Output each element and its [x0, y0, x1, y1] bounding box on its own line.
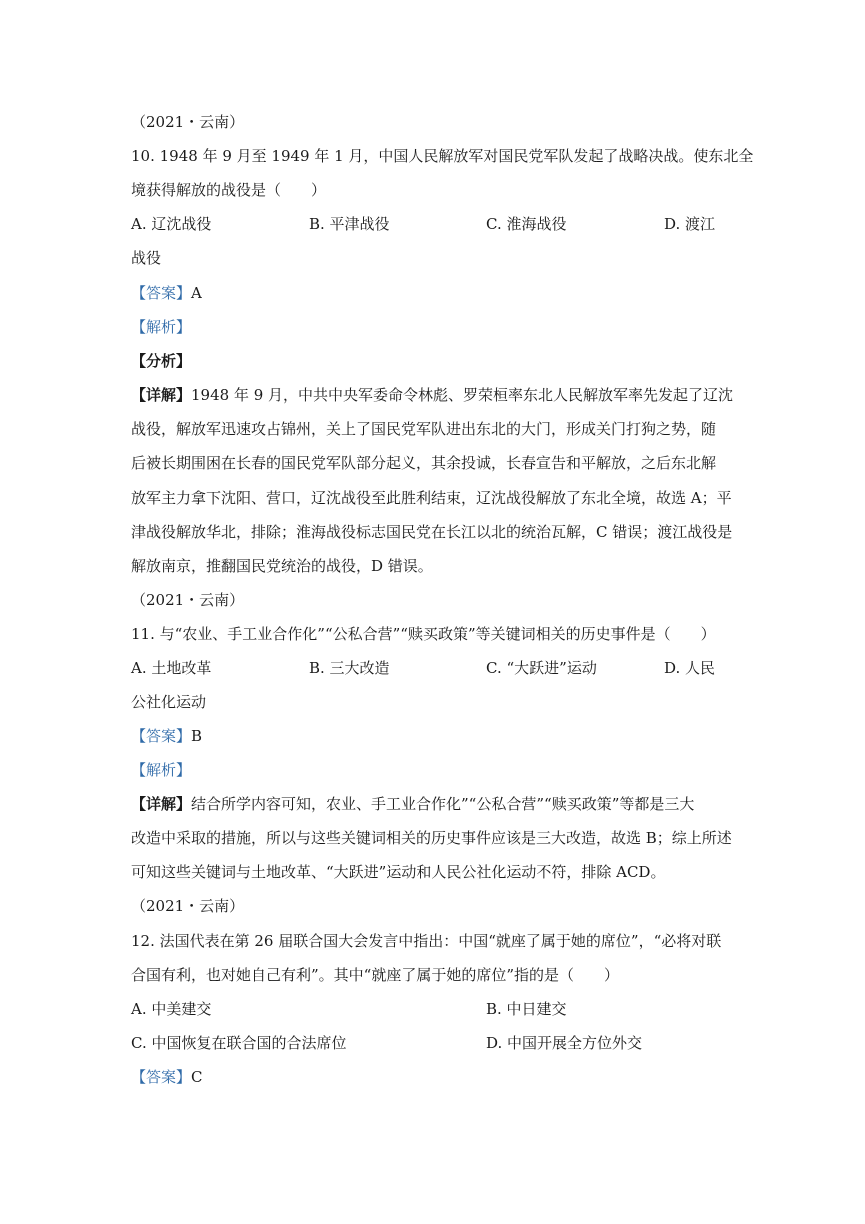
- q11-analysis-label: 【解析】: [131, 761, 192, 779]
- q10-detail-line-2: 战役，解放军迅速攻占锦州，关上了国民党军队进出东北的大门，形成关门打狗之势，随: [131, 420, 717, 438]
- q10-analysis-label: 【解析】: [131, 318, 192, 336]
- q10-source: （2021・云南）: [131, 113, 245, 131]
- detail-text: 结合所学内容可知，农业、手工业合作化”“公私合营”“赎买政策”等都是三大: [191, 795, 695, 813]
- q12-stem-line-2: 合国有利，也对她自己有利”。其中“就座了属于她的席位”指的是（ ）: [131, 966, 620, 984]
- answer-label: 【答案】: [131, 1068, 192, 1086]
- q10-stem-line-2: 境获得解放的战役是（ ）: [131, 181, 327, 199]
- detail-label: 【详解】: [131, 386, 192, 404]
- q10-detail-line-3: 后被长期围困在长春的国民党军队部分起义，其余投诚，长春宣告和平解放，之后东北解: [131, 454, 717, 472]
- q11-stem-line-1: 11. 与“农业、手工业合作化”“公私合营”“赎买政策”等关键词相关的历史事件是（ ）: [131, 625, 716, 643]
- q12-option-b: B. 中日建交: [486, 1000, 567, 1018]
- answer-label: 【答案】: [131, 284, 192, 302]
- q10-option-d: D. 渡江: [664, 215, 716, 233]
- q11-option-d: D. 人民: [664, 659, 716, 677]
- q10-option-a: A. 辽沈战役: [131, 215, 212, 233]
- q10-option-d-wrap: 战役: [131, 249, 162, 267]
- q11-source: （2021・云南）: [131, 591, 245, 609]
- q10-detail-line-5: 津战役解放华北，排除；淮海战役标志国民党在长江以北的统治瓦解，C 错误；渡江战役是: [131, 523, 733, 541]
- q12-source: （2021・云南）: [131, 897, 245, 915]
- detail-text: 1948 年 9 月，中共中央军委命令林彪、罗荣桓率东北人民解放军率先发起了辽沈: [191, 386, 734, 404]
- q11-option-a: A. 土地改革: [131, 659, 212, 677]
- q11-answer: [131, 726, 741, 746]
- q12-answer: [131, 1067, 741, 1087]
- answer-value: C: [191, 1068, 203, 1086]
- q10-detail-line-1: [131, 385, 741, 405]
- q11-option-c: C. “大跃进”运动: [486, 659, 597, 677]
- q11-detail-line-3: 可知这些关键词与土地改革、“大跃进”运动和人民公社化运动不符，排除 ACD。: [131, 863, 666, 881]
- q10-stem-line-1: 10. 1948 年 9 月至 1949 年 1 月，中国人民解放军对国民党军队发起了战略决战。使东北全: [131, 147, 754, 165]
- q12-option-c: C. 中国恢复在联合国的合法席位: [131, 1034, 347, 1052]
- q10-fenxi-label: 【分析】: [131, 352, 192, 370]
- q10-answer: [131, 283, 741, 303]
- q10-option-b: B. 平津战役: [309, 215, 390, 233]
- q10-option-c: C. 淮海战役: [486, 215, 567, 233]
- q11-option-b: B. 三大改造: [309, 659, 390, 677]
- q11-option-d-wrap: 公社化运动: [131, 693, 207, 711]
- q11-detail-line-1: [131, 794, 741, 814]
- answer-value: A: [191, 284, 202, 302]
- q10-detail-line-4: 放军主力拿下沈阳、营口，辽沈战役至此胜利结束，辽沈战役解放了东北全境，故选 A；平: [131, 489, 732, 507]
- q12-stem-line-1: 12. 法国代表在第 26 届联合国大会发言中指出：中国“就座了属于她的席位”，“必将对联: [131, 932, 722, 950]
- detail-label: 【详解】: [131, 795, 192, 813]
- answer-value: B: [191, 727, 203, 745]
- answer-label: 【答案】: [131, 727, 192, 745]
- q11-detail-line-2: 改造中采取的措施，所以与这些关键词相关的历史事件应该是三大改造，故选 B；综上所述: [131, 829, 732, 847]
- q12-option-a: A. 中美建交: [131, 1000, 212, 1018]
- q12-option-d: D. 中国开展全方位外交: [486, 1034, 643, 1052]
- q10-detail-line-6: 解放南京，推翻国民党统治的战役，D 错误。: [131, 557, 433, 575]
